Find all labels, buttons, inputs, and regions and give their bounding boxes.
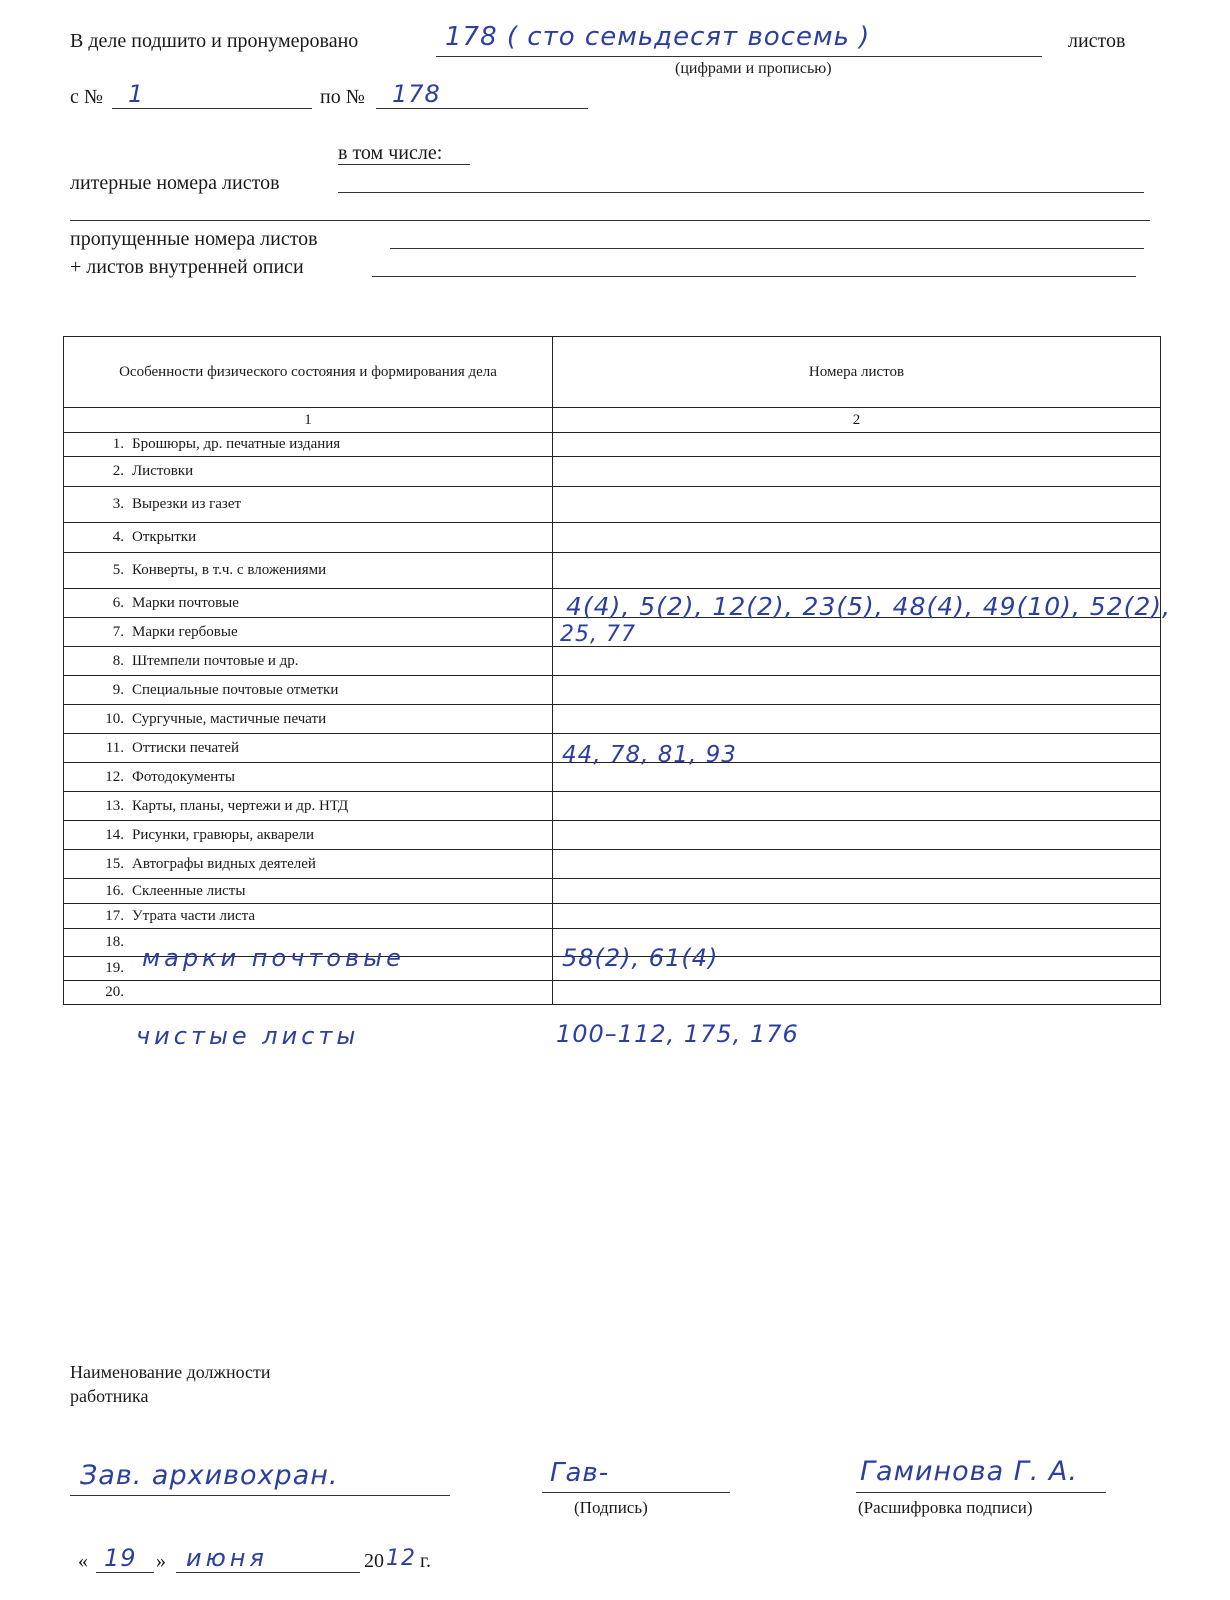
digits-hint: (цифрами и прописью) <box>675 60 832 77</box>
inner-inventory-line <box>372 276 1136 277</box>
missed-numbers-label: пропущенные номера листов <box>70 228 318 250</box>
sheet-numbers-cell <box>553 676 1161 705</box>
date-month: июня <box>186 1544 268 1572</box>
table-row: 10. Сургучные, мастичные печати <box>64 705 553 734</box>
row7-handwritten-numbers: 25, 77 <box>560 622 636 647</box>
table-row: 15. Автографы видных деятелей <box>64 850 553 879</box>
date-quote-open: « <box>78 1550 88 1572</box>
from-label: с № <box>70 86 103 108</box>
table-row: 12. Фотодокументы <box>64 763 553 792</box>
sheet-numbers-cell <box>553 487 1161 523</box>
table-row: 11. Оттиски печатей <box>64 734 553 763</box>
sheet-numbers-cell <box>553 850 1161 879</box>
table-row: 2. Листовки <box>64 457 553 487</box>
sheet-numbers-cell <box>553 647 1161 676</box>
signature-caption: (Подпись) <box>574 1498 648 1517</box>
blank-sheets-numbers: 100–112, 175, 176 <box>556 1020 799 1048</box>
sheet-numbers-cell <box>553 553 1161 589</box>
sheet-numbers-cell <box>553 821 1161 850</box>
letter-numbers-line <box>338 192 1144 193</box>
row11-handwritten-numbers: 44, 78, 81, 93 <box>562 742 737 768</box>
sheet-numbers-cell <box>553 904 1161 929</box>
col2-number: 2 <box>553 408 1161 433</box>
sheet-numbers-cell <box>553 457 1161 487</box>
sheet-numbers-cell <box>553 705 1161 734</box>
table-row: 13. Карты, планы, чертежи и др. НТД <box>64 792 553 821</box>
decoding-underline <box>856 1492 1106 1493</box>
from-underline <box>112 108 312 109</box>
date-year-suffix: 12 <box>386 1546 416 1571</box>
position-title-line2: работника <box>70 1386 149 1406</box>
table-row: 18. <box>64 929 553 957</box>
date-year-prefix: 20 <box>364 1550 384 1572</box>
table-row: 5. Конверты, в т.ч. с вложениями <box>64 553 553 589</box>
date-day: 19 <box>104 1544 137 1572</box>
physical-state-table <box>63 336 1161 1005</box>
including-underline <box>338 164 470 165</box>
row6-handwritten-numbers: 4(4), 5(2), 12(2), 23(5), 48(4), 49(10), 52(2), <box>566 592 1171 621</box>
blank-sheets-label: чистые листы <box>136 1022 360 1050</box>
table-row: 9. Специальные почтовые отметки <box>64 676 553 705</box>
from-value: 1 <box>128 80 145 108</box>
inner-inventory-label: + листов внутренней описи <box>70 256 304 278</box>
letter-numbers-line-2 <box>70 220 1150 221</box>
sheet-numbers-cell <box>553 523 1161 553</box>
table-row: 14. Рисунки, гравюры, акварели <box>64 821 553 850</box>
sheet-numbers-cell <box>553 618 1161 647</box>
letter-numbers-label: литерные номера листов <box>70 172 280 194</box>
date-month-underline <box>176 1572 360 1573</box>
to-label: по № <box>320 86 365 108</box>
including-label: в том числе: <box>338 142 443 164</box>
sheets-word: листов <box>1068 30 1126 52</box>
position-underline <box>70 1495 450 1496</box>
total-underline <box>436 56 1042 57</box>
decoding-handwritten: Гаминова Г. А. <box>860 1456 1078 1487</box>
table-row: 17. Утрата части листа <box>64 904 553 929</box>
table-row: 1. Брошюры, др. печатные издания <box>64 433 553 457</box>
intro-text: В деле подшито и пронумеровано <box>70 30 359 52</box>
table-row: 16. Склеенные листы <box>64 879 553 904</box>
date-year-g: г. <box>420 1550 431 1572</box>
decoding-caption: (Расшифровка подписи) <box>858 1498 1033 1517</box>
table-row: 20. <box>64 981 553 1005</box>
sheet-numbers-cell <box>553 879 1161 904</box>
table-row: 7. Марки гербовые <box>64 618 553 647</box>
col1-header: Особенности физического состояния и формирования дела <box>64 337 553 408</box>
date-quote-close: » <box>156 1550 166 1572</box>
missed-numbers-line <box>390 248 1144 249</box>
col1-number: 1 <box>64 408 553 433</box>
date-day-underline <box>96 1572 154 1573</box>
sheet-numbers-cell <box>553 792 1161 821</box>
signature-underline <box>542 1492 730 1493</box>
table-row: 8. Штемпели почтовые и др. <box>64 647 553 676</box>
sheet-numbers-cell <box>553 981 1161 1005</box>
table-row: 19. <box>64 957 553 981</box>
signature-handwritten: Гав- <box>550 1458 610 1488</box>
table-row: 4. Открытки <box>64 523 553 553</box>
sheet-numbers-cell <box>553 433 1161 457</box>
col2-header: Номера листов <box>553 337 1161 408</box>
row18-handwritten-label: марки почтовые <box>142 944 405 972</box>
table-row: 3. Вырезки из газет <box>64 487 553 523</box>
position-handwritten: Зав. архивохран. <box>80 1460 339 1491</box>
to-value: 178 <box>392 80 441 108</box>
row18-handwritten-numbers: 58(2), 61(4) <box>562 944 719 972</box>
table-row: 6. Марки почтовые <box>64 589 553 618</box>
position-title-line1: Наименование должности <box>70 1362 271 1382</box>
to-underline <box>376 108 588 109</box>
total-handwritten: 178 ( сто семьдесят восемь ) <box>445 22 871 52</box>
